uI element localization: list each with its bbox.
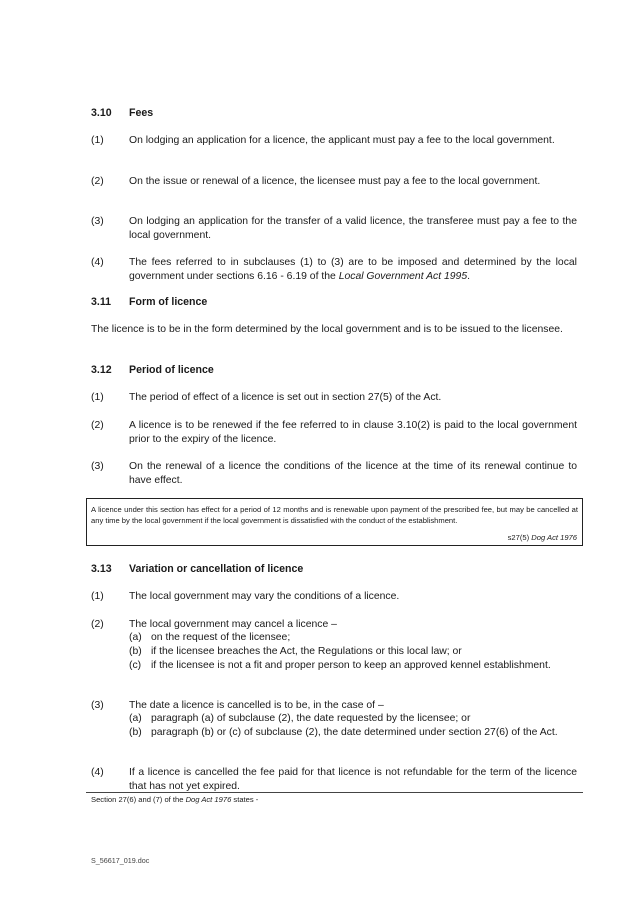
- subparagraph-label: (a): [129, 713, 142, 724]
- clause-text: A licence is to be renewed if the fee referred to in clause 3.10(2) is paid to the local government prior to the expiry of the licence.: [129, 420, 577, 445]
- section-number: 3.12: [91, 364, 112, 376]
- section-3-11-body: The licence is to be in the form determined by the local government and is to be issued to the licensee.: [91, 324, 563, 335]
- section-title: Form of licence: [129, 296, 208, 308]
- subparagraph-label: (b): [129, 646, 142, 657]
- subparagraph-text: on the request of the licensee;: [151, 632, 291, 643]
- note-citation: s27(5) Dog Act 1976: [507, 533, 577, 542]
- subparagraph-text: paragraph (b) or (c) of subclause (2), the date determined under section 27(6) of the Act.: [151, 727, 558, 738]
- clause-text: On the issue or renewal of a licence, the licensee must pay a fee to the local government.: [129, 176, 541, 187]
- document-file-id: S_56617_019.doc: [91, 856, 150, 865]
- clause-text: The local government may cancel a licence –: [129, 619, 337, 630]
- act-title: Local Government Act 1995: [338, 271, 468, 282]
- clause-number: (2): [91, 420, 104, 431]
- section-title: Variation or cancellation of licence: [129, 563, 304, 575]
- clause-number: (3): [91, 700, 104, 711]
- subparagraph-label: (b): [129, 727, 142, 738]
- clause-text: The period of effect of a licence is set out in section 27(5) of the Act.: [129, 392, 442, 403]
- footnote-divider: [86, 792, 583, 793]
- clause-number: (4): [91, 257, 104, 268]
- clause-number: (1): [91, 591, 104, 602]
- section-number: 3.11: [91, 296, 112, 308]
- clause-text: On lodging an application for the transfer of a valid licence, the transferee must pay a fee to the local government.: [129, 216, 577, 241]
- subparagraph-text: paragraph (a) of subclause (2), the date requested by the licensee; or: [151, 713, 471, 724]
- subparagraph-label: (a): [129, 632, 142, 643]
- statutory-note-box: [86, 498, 583, 546]
- clause-number: (1): [91, 135, 104, 146]
- subparagraph-text: if the licensee breaches the Act, the Regulations or this local law; or: [151, 646, 462, 657]
- section-number: 3.13: [91, 563, 112, 575]
- clause-text: If a licence is cancelled the fee paid for that licence is not refundable for the term of the licence that has not yet expired.: [129, 767, 577, 792]
- clause-number: (3): [91, 216, 104, 227]
- subparagraph-text: if the licensee is not a fit and proper person to keep an approved kennel establishment.: [151, 660, 551, 671]
- clause-text: On the renewal of a licence the conditions of the licence at the time of its renewal continue to have effect.: [129, 461, 577, 486]
- section-title: Fees: [129, 107, 154, 119]
- clause-number: (4): [91, 767, 104, 778]
- clause-number: (2): [91, 619, 104, 630]
- section-number: 3.10: [91, 107, 112, 119]
- clause-number: (3): [91, 461, 104, 472]
- clause-text: The date a licence is cancelled is to be, in the case of –: [129, 700, 384, 711]
- clause-text: The fees referred to in subclauses (1) to (3) are to be imposed and determined by the local government under sections 6.16 - 6.19 of the Local Government Act 1995.: [129, 257, 577, 282]
- section-title: Period of licence: [129, 364, 214, 376]
- subparagraph-label: (c): [129, 660, 142, 671]
- footnote-text: Section 27(6) and (7) of the Dog Act 1976 states -: [91, 795, 259, 804]
- clause-text: The local government may vary the conditions of a licence.: [129, 591, 400, 602]
- clause-number: (2): [91, 176, 104, 187]
- clause-number: (1): [91, 392, 104, 403]
- clause-text: On lodging an application for a licence, the applicant must pay a fee to the local government.: [129, 135, 555, 146]
- note-text: A licence under this section has effect for a period of 12 months and is renewable upon payment of the prescribed fee, but may be cancelled at any time by the local government if the local government is dissatisfied with the conduct of the establishment.: [91, 505, 578, 525]
